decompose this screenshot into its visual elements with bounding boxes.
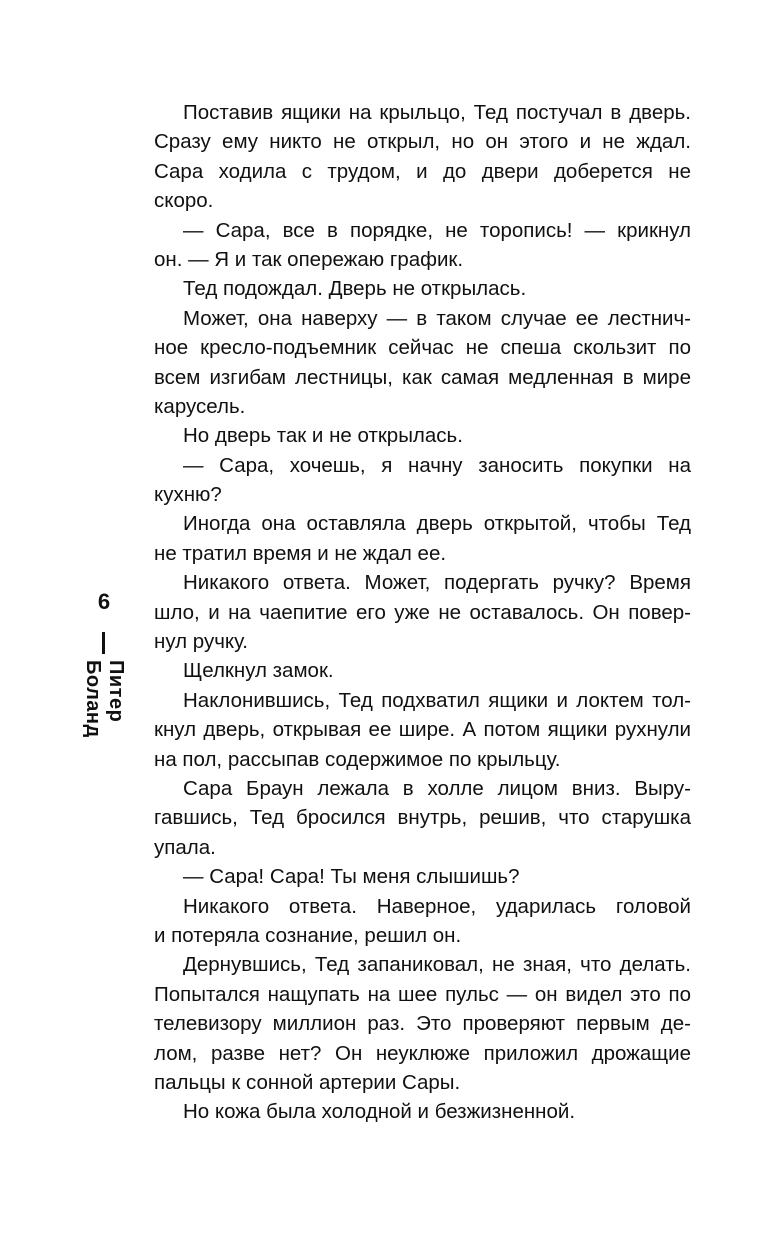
margin-rule xyxy=(102,632,105,654)
text-line: Никакого ответа. Наверное, ударилась головой xyxy=(183,894,691,918)
text-line: телевизору миллион раз. Это проверяют первым де- xyxy=(154,1012,691,1036)
text-line: не тратил время и не ждал ее. xyxy=(154,541,447,565)
text-line: Тед подождал. Дверь не открылась. xyxy=(183,277,527,301)
text-line: скоро. xyxy=(154,189,214,213)
text-line: Никакого ответа. Может, подергать ручку? Время xyxy=(183,571,691,595)
text-line: — Сара! Сара! Ты меня слышишь? xyxy=(183,865,520,889)
text-line: нул ручку. xyxy=(154,630,248,654)
page-margin xyxy=(82,588,127,778)
text-line: — Сара, все в порядке, не торопись! — крикнул xyxy=(183,218,691,242)
text-line: Иногда она оставляла дверь открытой, чтобы Тед xyxy=(183,512,691,536)
page-number: 6 xyxy=(97,589,111,614)
text-line: на пол, рассыпав содержимое по крыльцу. xyxy=(154,747,561,771)
text-line: Но дверь так и не открылась. xyxy=(183,424,463,448)
text-line: карусель. xyxy=(154,394,246,418)
text-line: гавшись, Тед бросился внутрь, решив, что старушка xyxy=(154,806,691,830)
body-text xyxy=(154,98,691,1127)
text-line: Дернувшись, Тед запаниковал, не зная, что делать. xyxy=(183,953,691,977)
text-line: он. — Я и так опережаю график. xyxy=(154,247,464,271)
text-line: кнул дверь, открывая ее шире. А потом ящики рухнули xyxy=(154,718,691,742)
text-line: Сара ходила с трудом, и до двери доберется не xyxy=(154,159,691,183)
text-line: — Сара, хочешь, я начну заносить покупки на xyxy=(183,453,691,477)
text-line: всем изгибам лестницы, как самая медленная в мире xyxy=(154,365,691,389)
text-line: шло, и на чаепитие его уже не оставалось. Он повер- xyxy=(154,600,691,624)
text-line: и потеряла сознание, решил он. xyxy=(154,923,462,947)
text-line: Попытался нащупать на шее пульс — он видел это по xyxy=(154,982,691,1006)
text-line: пальцы к сонной артерии Сары. xyxy=(154,1070,461,1094)
text-line: Поставив ящики на крыльцо, Тед постучал в дверь. xyxy=(183,101,691,124)
text-line: Наклонившись, Тед подхватил ящики и локтем тол- xyxy=(183,688,691,712)
text-line: лом, разве нет? Он неуклюже приложил дрожащие xyxy=(154,1041,691,1065)
text-line: Сара Браун лежала в холле лицом вниз. Выру- xyxy=(183,776,691,800)
text-line: ное кресло-подъемник сейчас не спеша скользит по xyxy=(154,336,691,360)
running-head-author: Питер Боланд xyxy=(82,660,127,738)
text-line: Щелкнул замок. xyxy=(183,659,334,683)
text-line: упала. xyxy=(154,835,216,859)
text-line: Но кожа была холодной и безжизненной. xyxy=(183,1100,576,1124)
text-line: Может, она наверху — в таком случае ее лестнич- xyxy=(183,306,691,330)
text-line: Сразу ему никто не открыл, но он этого и не ждал. xyxy=(154,130,691,154)
text-line: кухню? xyxy=(154,483,222,507)
